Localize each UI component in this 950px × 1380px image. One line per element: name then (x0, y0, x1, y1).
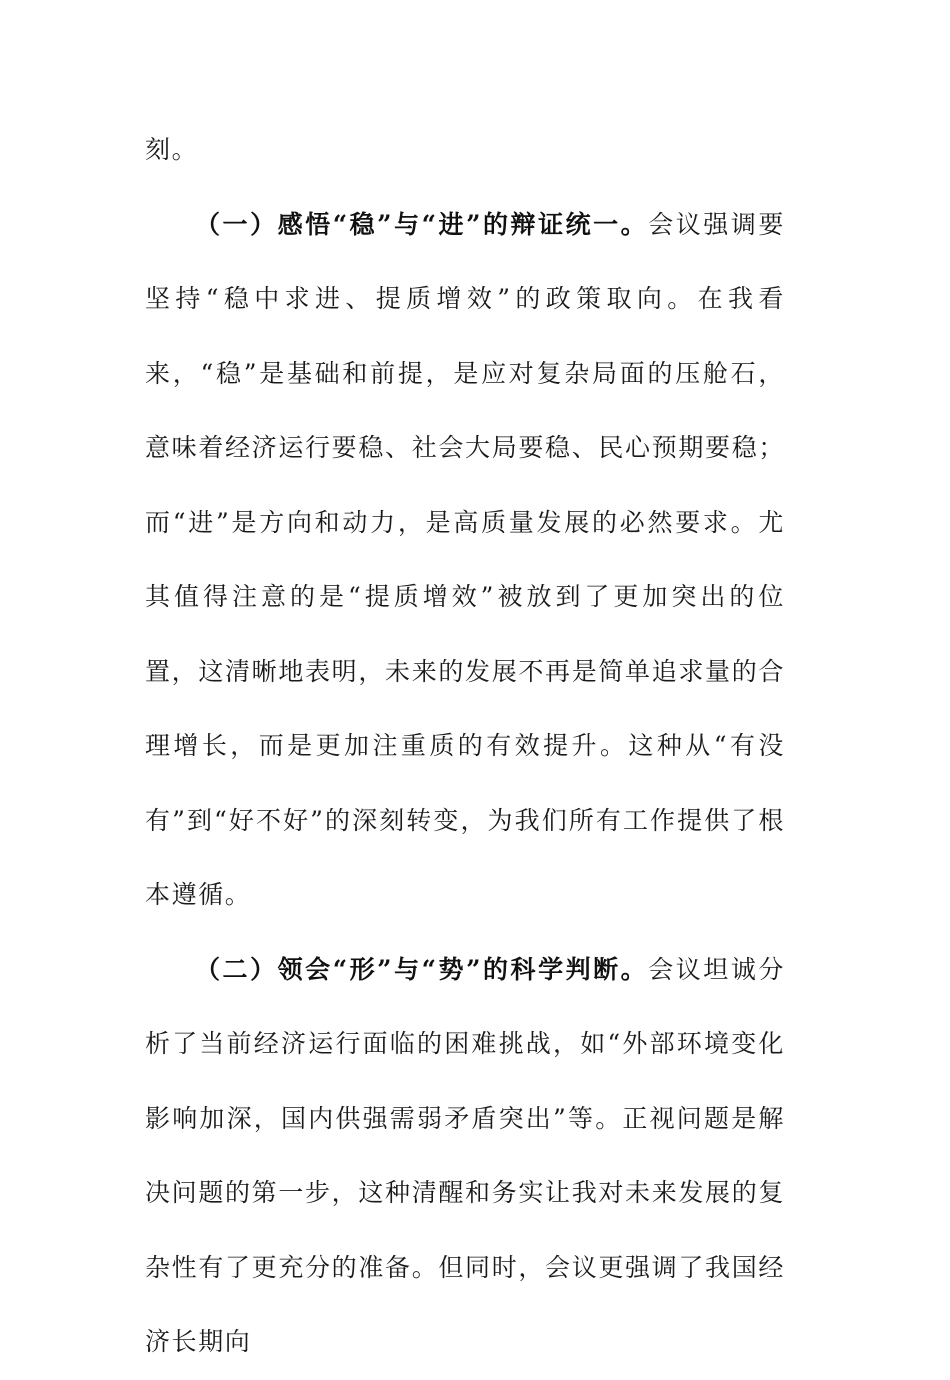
document-body (145, 113, 785, 1380)
paragraph-continuation (145, 113, 785, 188)
paragraph-section-two (145, 933, 785, 1380)
section-two-heading: （二）领会“形”与“势”的科学判断。 (195, 954, 649, 984)
paragraph-text: 刻。 (145, 135, 199, 164)
paragraph-text: 会议坦诚分析了当前经济运行面临的困难挑战，如“外部环境变化影响加深，国内供强需弱矛盾突出”等。正视问题是解决问题的第一步，这种清醒和务实让我对未来发展的复杂性有了更充分的准备。但同时，会议更强调了我国经济长期向 (145, 954, 785, 1356)
section-one-heading: （一）感悟“稳”与“进”的辩证统一。 (195, 209, 649, 239)
paragraph-section-one (145, 188, 785, 933)
paragraph-text: 会议强调要坚持“稳中求进、提质增效”的政策取向。在我看来，“稳”是基础和前提，是应对复杂局面的压舱石，意味着经济运行要稳、社会大局要稳、民心预期要稳；而“进”是方向和动力，是高质量发展的必然要求。尤其值得注意的是“提质增效”被放到了更加突出的位置，这清晰地表明，未来的发展不再是简单追求量的合理增长，而是更加注重质的有效提升。这种从“有没有”到“好不好”的深刻转变，为我们所有工作提供了根本遵循。 (145, 209, 785, 909)
